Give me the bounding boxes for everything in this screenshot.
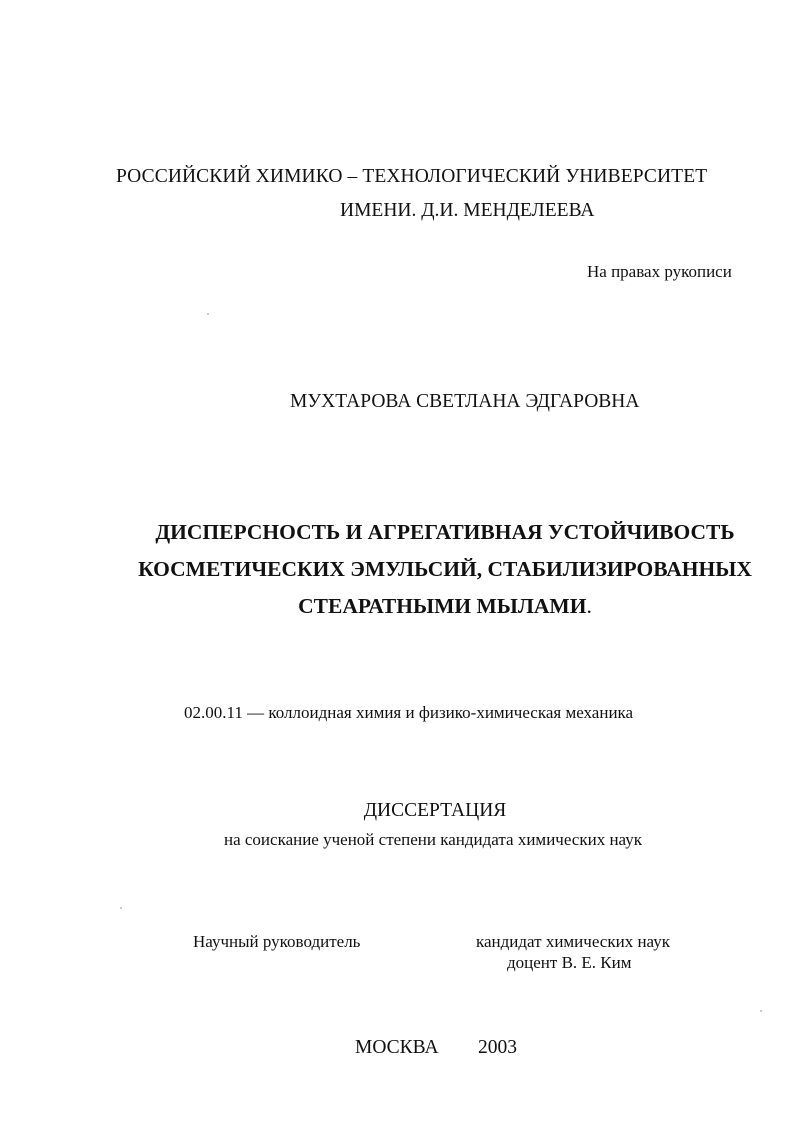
university-name-line2: ИМЕНИ. Д.И. МЕНДЕЛЕЕВА xyxy=(340,200,595,221)
scan-speck xyxy=(120,907,122,909)
title-line-3 xyxy=(100,588,790,625)
title-line-3-text: СТЕАРАТНЫМИ МЫЛАМИ xyxy=(298,594,587,618)
advisor-name: доцент В. Е. Ким xyxy=(507,953,632,972)
city: МОСКВА xyxy=(355,1037,439,1058)
title-line-1: ДИСПЕРСНОСТЬ И АГРЕГАТИВНАЯ УСТОЙЧИВОСТЬ xyxy=(155,520,735,544)
scan-speck xyxy=(207,313,209,315)
dissertation-label: ДИССЕРТАЦИЯ xyxy=(363,800,507,821)
dissertation-purpose: на соискание ученой степени кандидата химических наук xyxy=(223,830,642,849)
title-line-3-period: . xyxy=(586,594,592,618)
manuscript-rights-note: На правах рукописи xyxy=(587,262,732,281)
dissertation-title xyxy=(100,514,790,625)
year: 2003 xyxy=(478,1037,517,1058)
title-line-2: КОСМЕТИЧЕСКИХ ЭМУЛЬСИЙ, СТАБИЛИЗИРОВАННЫХ xyxy=(138,557,752,581)
scan-speck xyxy=(760,1010,762,1012)
university-name-line1: РОССИЙСКИЙ ХИМИКО – ТЕХНОЛОГИЧЕСКИЙ УНИВЕРСИТЕТ xyxy=(116,166,708,187)
advisor-degree: кандидат химических наук xyxy=(476,932,670,951)
specialty-code: 02.00.11 — коллоидная химия и физико-химическая механика xyxy=(184,703,634,722)
author-name: МУХТАРОВА СВЕТЛАНА ЭДГАРОВНА xyxy=(290,391,640,412)
advisor-label: Научный руководитель xyxy=(193,932,361,951)
